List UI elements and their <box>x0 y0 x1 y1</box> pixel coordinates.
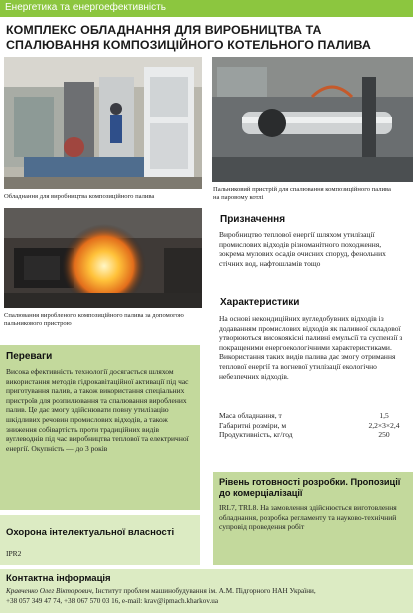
advantages-panel <box>0 345 200 510</box>
purpose-heading: Призначення <box>220 214 286 225</box>
purpose-text: Виробництво теплової енергії шляхом утилізації промислових відходів різноманітного походження, зокрема мулових осадів очисних споруд, фенольних стічних вод, нафтошламів тощо <box>219 230 386 268</box>
specs-table <box>219 411 409 440</box>
spec-label: Маса обладнання, т <box>219 411 282 420</box>
spec-value: 1,5 <box>379 411 389 420</box>
table-row <box>219 411 409 421</box>
contact-phones-email: +38 057 349 47 74, +38 067 570 03 16, e-mail: krav@ipmach.kharkov.ua <box>6 597 219 605</box>
contact-name: Кравченко Олег Вікторович <box>6 587 92 595</box>
ip-value: IPR2 <box>6 549 22 558</box>
characteristics-text: На основі некондиційних вугледобувних відходів із додаванням промислових відходів як паливної складової утворюються високоякісні паливні емульсії та суспензії з покращеними енергоекологічними характеристиками. Використання таких видів палива дає змогу отримання теплової енергії та вогневої утилізації екологічно небезпечних відходів. <box>219 314 403 381</box>
photo-equipment <box>4 57 202 189</box>
readiness-text: IRL7, TRL8. На замовлення здійснюється виготовлення обладнання, розробка регламенту та науково-технічний супровід проведення робіт <box>219 503 397 532</box>
contact-org: , Інститут проблем машинобудування ім. А.М. Підгорного НАН України, <box>91 587 316 595</box>
photo3-caption: Спалювання виробленого композиційного палива за допомогою пальникового пристрою <box>4 312 184 327</box>
page-title: КОМПЛЕКС ОБЛАДНАННЯ ДЛЯ ВИРОБНИЦТВА ТА СПАЛЮВАННЯ КОМПОЗИЦІЙНОГО КОТЕЛЬНОГО ПАЛИВА <box>6 23 371 52</box>
category-label: Енергетика та енергоефективність <box>5 2 166 13</box>
table-row <box>219 430 409 440</box>
spec-label: Габаритні розміри, м <box>219 420 287 430</box>
spec-value: 250 <box>378 430 390 440</box>
characteristics-heading: Характеристики <box>220 297 300 308</box>
ip-panel <box>0 515 200 565</box>
ip-heading: Охорона інтелектуальної власності <box>6 527 175 538</box>
advantages-text: Висока ефективність технології досягається шляхом використання методів гідрокавітаційної активації під час приготування палив, а також використання спеціальних пристроїв для розпилювання та спалювання вироблених палив. Це дає змогу здійснювати повну утилізацію шкідливих речовин промислових відходів, а також зниження собівартість проти традиційних видів вуглеводнів під час виробництва теплової та електричної енергії. Окупність — до 3 років <box>6 367 189 453</box>
readiness-panel <box>213 472 413 565</box>
spec-value: 2,2×3×2,4 <box>368 420 400 430</box>
contacts-line <box>6 587 410 596</box>
spec-label: Продуктивність, кг/год <box>219 430 293 440</box>
photo-burner <box>212 57 413 182</box>
photo1-caption: Обладнання для виробництва композиційного палива <box>4 193 155 200</box>
category-bar <box>0 0 413 17</box>
contacts-panel <box>0 569 413 613</box>
photo-flame <box>4 208 202 308</box>
readiness-heading: Рівень готовності розробки. Пропозиції до комерціалізації <box>219 477 401 498</box>
advantages-heading: Переваги <box>6 351 53 362</box>
contacts-heading: Контактна інформація <box>6 573 111 584</box>
table-row <box>219 421 409 431</box>
photo2-caption: Пальниковий пристрій для спалювання композиційного палива на паровому котлі <box>213 186 391 201</box>
